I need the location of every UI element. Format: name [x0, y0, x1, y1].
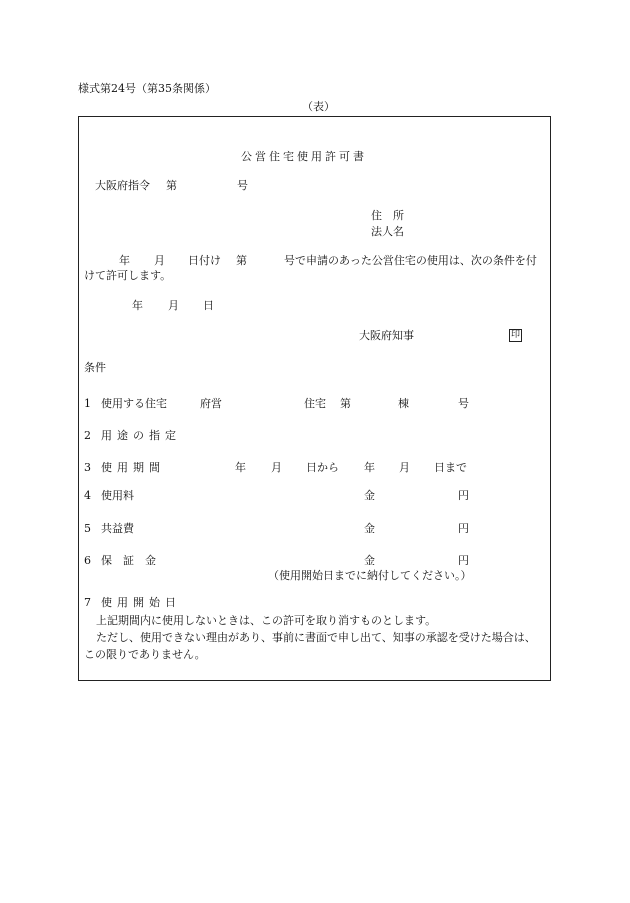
note-line3: この限りでありません。: [84, 648, 206, 661]
item3-no: 3: [84, 461, 91, 474]
date-tsuki: 月: [168, 299, 179, 312]
item6-kin: 金: [364, 554, 375, 567]
item5-no: 5: [84, 522, 91, 535]
body-nen: 年: [119, 254, 130, 267]
item3-tsuki1: 月: [271, 461, 282, 474]
permit-go: 号: [237, 179, 248, 192]
item1-label: 使用する住宅: [101, 397, 167, 410]
item6-note: （使用開始日までに納付してください。）: [268, 569, 472, 582]
item3-nen2: 年: [364, 461, 375, 474]
item4-yen: 円: [458, 489, 469, 502]
item2-label: 用途の指定: [101, 429, 181, 442]
item1-to: 棟: [398, 397, 409, 410]
date-nen: 年: [132, 299, 143, 312]
body-dai: 第: [236, 254, 247, 267]
item1-dai: 第: [340, 397, 351, 410]
body-line2: けて許可します。: [84, 269, 172, 282]
side-label: （表）: [302, 100, 335, 113]
item7-label: 使用開始日: [101, 596, 181, 609]
item6-no: 6: [84, 554, 91, 567]
item3-nen1: 年: [235, 461, 246, 474]
item1-fuei: 府営: [200, 397, 222, 410]
conditions-heading: 条件: [84, 361, 106, 374]
item3-label: 使用期間: [101, 461, 165, 474]
item1-jutaku: 住宅: [304, 397, 326, 410]
item4-label: 使用料: [101, 489, 134, 502]
permit-dai: 第: [166, 179, 177, 192]
item3-tsuki2: 月: [399, 461, 410, 474]
note-line1: 上記期間内に使用しないときは、この許可を取り消すものとします。: [96, 614, 437, 627]
issuer-name: 大阪府知事: [359, 329, 414, 342]
form-number: 様式第24号（第35条関係）: [78, 82, 216, 95]
body-hitsuke: 日付け: [188, 254, 221, 267]
item6-yen: 円: [458, 554, 469, 567]
item1-go: 号: [458, 397, 469, 410]
item4-kin: 金: [364, 489, 375, 502]
document-title: 公営住宅使用許可書: [241, 150, 367, 163]
item3-kara: 日から: [306, 461, 339, 474]
item5-label: 共益費: [101, 522, 134, 535]
recipient-corp: 法人名: [371, 225, 404, 238]
item3-made: 日まで: [434, 461, 467, 474]
item1-no: 1: [84, 397, 91, 410]
item2-no: 2: [84, 429, 91, 442]
date-hi: 日: [203, 299, 214, 312]
permit-prefix: 大阪府指令: [95, 179, 150, 192]
item7-no: 7: [84, 596, 91, 609]
item5-kin: 金: [364, 522, 375, 535]
body-rest: 号で申請のあった公営住宅の使用は、次の条件を付: [284, 254, 537, 267]
item4-no: 4: [84, 489, 91, 502]
recipient-address: 住 所: [371, 209, 404, 222]
item5-yen: 円: [458, 522, 469, 535]
note-line2: ただし、使用できない理由があり、事前に書面で申し出て、知事の承認を受けた場合は、: [96, 631, 536, 644]
seal-mark: 印: [510, 330, 520, 340]
item6-label: 保 証 金: [101, 554, 156, 567]
body-tsuki: 月: [154, 254, 165, 267]
